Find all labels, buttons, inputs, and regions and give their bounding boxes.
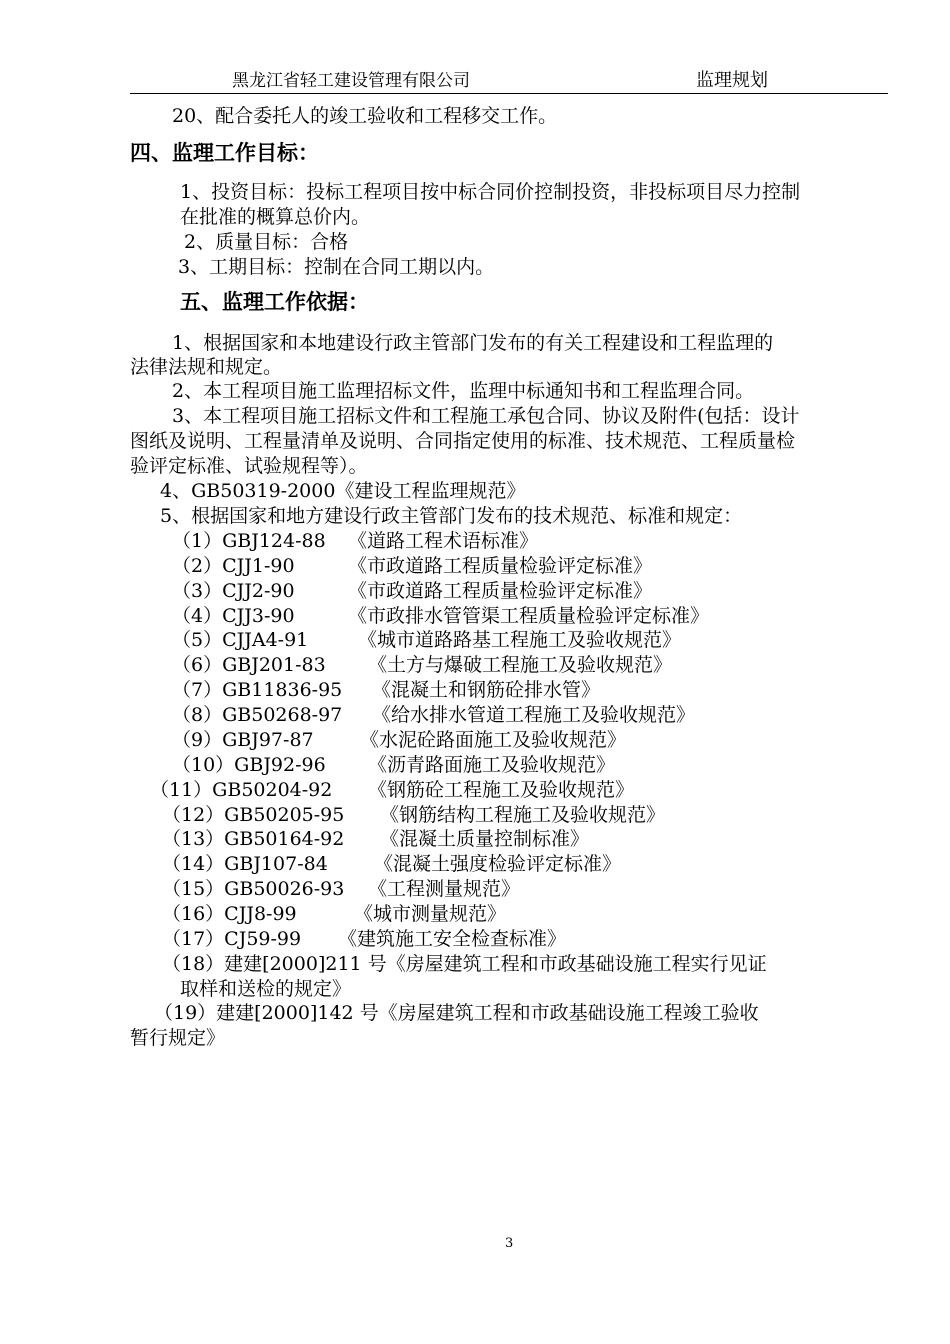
standard-code: （15）GB50026-93 <box>162 878 345 900</box>
text-line: 3、工期目标：控制在合同工期以内。 <box>178 256 495 278</box>
standard-item <box>172 554 652 578</box>
standard-item <box>172 753 615 777</box>
standard-code: （9）GBJ97-87 <box>172 729 314 751</box>
text-line: 5、根据国家和地方建设行政主管部门发布的技术规范、标准和规定： <box>160 505 743 527</box>
standard-item <box>172 604 709 628</box>
standard-code: （1）GBJ124-88 <box>172 530 326 552</box>
text-line: 取样和送检的规定》 <box>180 978 352 1000</box>
standard-title: 《混凝土强度检验评定标准》 <box>374 853 622 875</box>
standard-item <box>162 803 665 827</box>
standard-item <box>162 827 589 851</box>
standard-item <box>162 852 621 876</box>
standard-code: （2）CJJ1-90 <box>172 555 295 577</box>
text-line: 3、本工程项目施工招标文件和工程施工承包合同、协议及附件(包括：设计 <box>172 405 800 427</box>
header-rule <box>130 93 888 94</box>
standard-item <box>172 579 652 603</box>
standard-title: 《市政道路工程质量检验评定标准》 <box>348 555 653 577</box>
text-line: 验评定标准、试验规程等）。 <box>130 455 368 477</box>
standard-item <box>172 703 695 727</box>
text-line: 1、投资目标：投标工程项目按中标合同价控制投资，非投标项目尽力控制 <box>180 181 801 203</box>
standard-code: （14）GBJ107-84 <box>162 853 328 875</box>
standard-code: （17）CJ59-99 <box>162 928 302 950</box>
standard-title: 《市政排水管管渠工程质量检验评定标准》 <box>348 605 710 627</box>
standard-code: （8）GB50268-97 <box>172 704 343 726</box>
standard-title: 《水泥砼路面施工及验收规范》 <box>360 729 627 751</box>
standard-item <box>150 778 634 802</box>
standard-title: 《钢筋结构工程施工及验收规范》 <box>380 804 666 826</box>
section-heading: 四、监理工作目标： <box>130 140 319 165</box>
standard-code: （11）GB50204-92 <box>150 779 333 801</box>
text-line: （19）建建[2000]142 号《房屋建筑工程和市政基础设施工程竣工验收 <box>154 1002 759 1024</box>
page-number: 3 <box>505 1236 514 1251</box>
standard-title: 《城市测量规范》 <box>354 903 507 925</box>
standard-title: 《混凝土和钢筋砼排水管》 <box>372 679 601 701</box>
standard-item <box>172 529 538 553</box>
standard-title: 《市政道路工程质量检验评定标准》 <box>348 580 653 602</box>
standard-title: 《钢筋砼工程施工及验收规范》 <box>368 779 635 801</box>
standard-code: （3）CJJ2-90 <box>172 580 295 602</box>
standard-item <box>162 927 566 951</box>
standard-code: （16）CJJ8-99 <box>162 903 297 925</box>
text-line: 暂行规定》 <box>130 1027 226 1049</box>
standard-code: （6）GBJ201-83 <box>172 654 326 676</box>
text-line: 在批准的概算总价内。 <box>180 206 371 228</box>
header-company: 黑龙江省轻工建设管理有限公司 <box>232 71 470 91</box>
standard-title: 《土方与爆破工程施工及验收规范》 <box>368 654 673 676</box>
header-title: 监理规划 <box>696 70 768 91</box>
standard-item <box>172 653 672 677</box>
text-line: 2、本工程项目施工监理招标文件，监理中标通知书和工程监理合同。 <box>172 380 755 402</box>
text-line: 2、质量目标：合格 <box>184 231 349 253</box>
standard-title: 《给水排水管道工程施工及验收规范》 <box>372 704 696 726</box>
standard-code: （4）CJJ3-90 <box>172 605 295 627</box>
standard-code: （7）GB11836-95 <box>172 679 343 701</box>
standard-item <box>172 628 681 652</box>
section-heading: 五、监理工作依据： <box>180 289 369 314</box>
text-line: （18）建建[2000]211 号《房屋建筑工程和市政基础设施工程实行见证 <box>162 953 767 975</box>
text-line: 1、根据国家和本地建设行政主管部门发布的有关工程建设和工程监理的 <box>172 332 774 354</box>
standard-code: （12）GB50205-95 <box>162 804 345 826</box>
standard-title: 《道路工程术语标准》 <box>348 530 539 552</box>
standard-code: （10）GBJ92-96 <box>172 754 326 776</box>
standard-item <box>162 877 520 901</box>
standard-code: （5）CJJA4-91 <box>172 629 309 651</box>
standard-item <box>172 728 626 752</box>
text-line: 4、GB50319-2000《建设工程监理规范》 <box>160 480 526 502</box>
standard-item <box>172 678 600 702</box>
standard-title: 《城市道路路基工程施工及验收规范》 <box>358 629 682 651</box>
text-line: 法律法规和规定。 <box>130 356 283 378</box>
text-line: 图纸及说明、工程量清单及说明、合同指定使用的标准、技术规范、工程质量检 <box>130 430 796 452</box>
standard-title: 《工程测量规范》 <box>368 878 521 900</box>
standard-item <box>162 902 506 926</box>
text-line: 20、配合委托人的竣工验收和工程移交工作。 <box>172 105 558 127</box>
standard-title: 《沥青路面施工及验收规范》 <box>368 754 616 776</box>
standard-title: 《混凝土质量控制标准》 <box>380 828 590 850</box>
standard-title: 《建筑施工安全检查标准》 <box>338 928 567 950</box>
standard-code: （13）GB50164-92 <box>162 828 345 850</box>
